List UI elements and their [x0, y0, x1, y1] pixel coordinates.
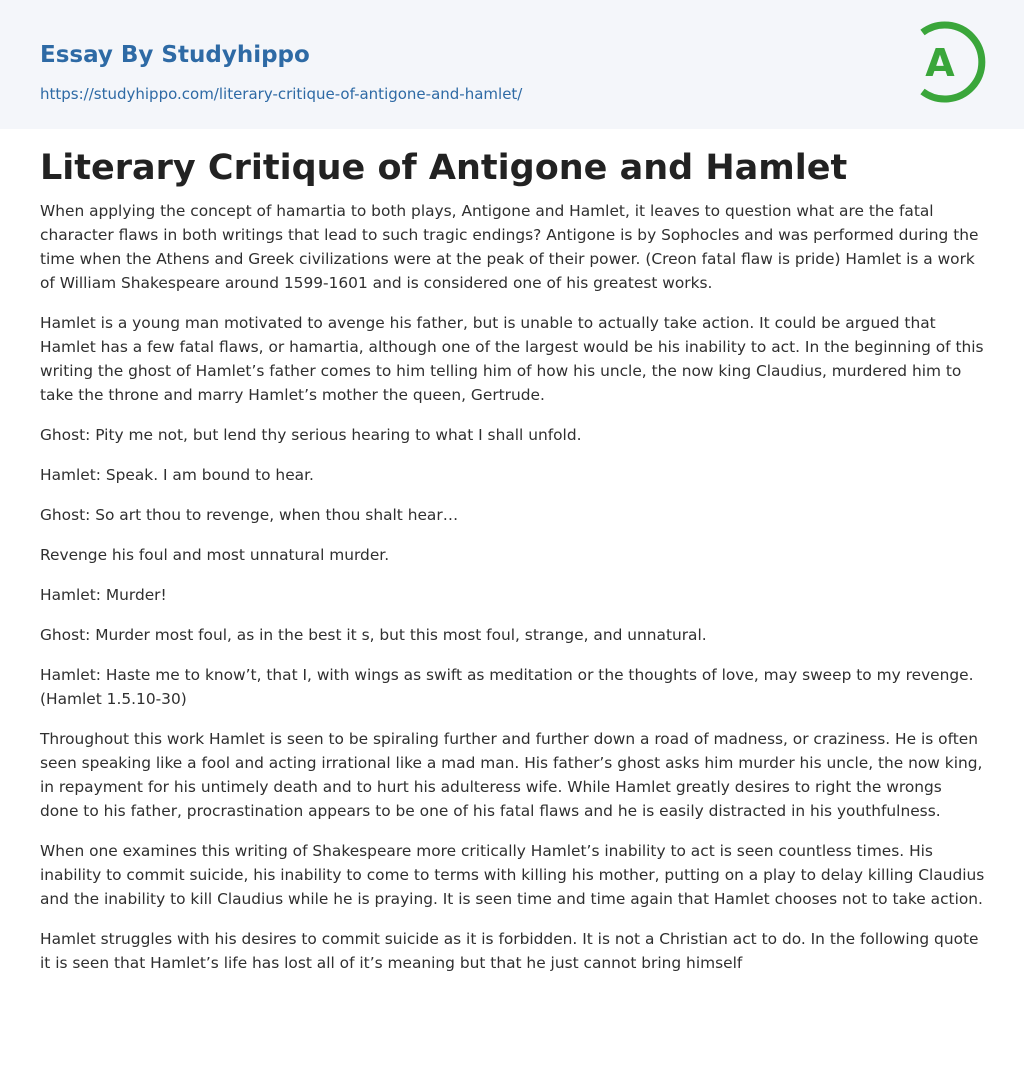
quote-line: Hamlet: Speak. I am bound to hear. [40, 466, 314, 484]
page-header [0, 0, 1024, 129]
quote-line: Revenge his foul and most unnatural murder. [40, 546, 390, 564]
studyhippo-logo-icon[interactable] [912, 19, 986, 105]
quote-line: Hamlet: Haste me to know’t, that I, with wings as swift as meditation or the thoughts of love, may sweep to my revenge. (Hamlet 1.5.10-30) [40, 666, 974, 708]
paragraph-hamlet-motivation: Hamlet is a young man motivated to avenge his father, but is unable to actually take action. It could be argued that Hamlet has a few fatal flaws, or hamartia, although one of the largest would be his inability to act. In the beginning of this writing the ghost of Hamlet’s father comes to him telling him of how his uncle, the now king Claudius, murdered him to take the throne and marry Hamlet’s mother the queen, Gertrude. [40, 314, 984, 404]
paragraph-intro: When applying the concept of hamartia to both plays, Antigone and Hamlet, it leaves to question what are the fatal character flaws in both writings that lead to such tragic endings? Antigone is by Sophocles and was performed during the time when the Athens and Greek civilizations were at the peak of their power. (Creon fatal flaw is pride) Hamlet is a work of William Shakespeare around 1599-1601 and is considered one of his greatest works. [40, 202, 979, 292]
article-body [40, 145, 985, 991]
paragraph-inability-to-act: When one examines this writing of Shakespeare more critically Hamlet’s inability to act is seen countless times. His inability to commit suicide, his inability to come to terms with killing his mother, putting on a play to delay killing Claudius and the inability to kill Claudius while he is praying. It is seen time and time again that Hamlet chooses not to take action. [40, 842, 985, 908]
quote-line: Ghost: So art thou to revenge, when thou shalt hear… [40, 506, 459, 524]
brand-title[interactable]: Essay By Studyhippo [40, 42, 310, 68]
quote-line: Ghost: Pity me not, but lend thy serious hearing to what I shall unfold. [40, 426, 582, 444]
paragraph-suicide: Hamlet struggles with his desires to commit suicide as it is forbidden. It is not a Christian act to do. In the following quote it is seen that Hamlet’s life has lost all of it’s meaning but that he just cannot bring himself [40, 930, 979, 972]
essay-url-link[interactable]: https://studyhippo.com/literary-critique-of-antigone-and-hamlet/ [40, 85, 523, 103]
quote-line: Ghost: Murder most foul, as in the best it s, but this most foul, strange, and unnatural. [40, 626, 707, 644]
logo-letter: A [925, 41, 955, 85]
article-title: Literary Critique of Antigone and Hamlet [40, 148, 848, 188]
quote-line: Hamlet: Murder! [40, 586, 167, 604]
paragraph-madness: Throughout this work Hamlet is seen to be spiraling further and further down a road of madness, or craziness. He is often seen speaking like a fool and acting irrational like a mad man. His father’s ghost asks him murder his uncle, the now king, in repayment for his untimely death and to hurt his adulteress wife. While Hamlet greatly desires to right the wrongs done to his father, procrastination appears to be one of his fatal flaws and he is easily distracted in his youthfulness. [40, 730, 983, 820]
